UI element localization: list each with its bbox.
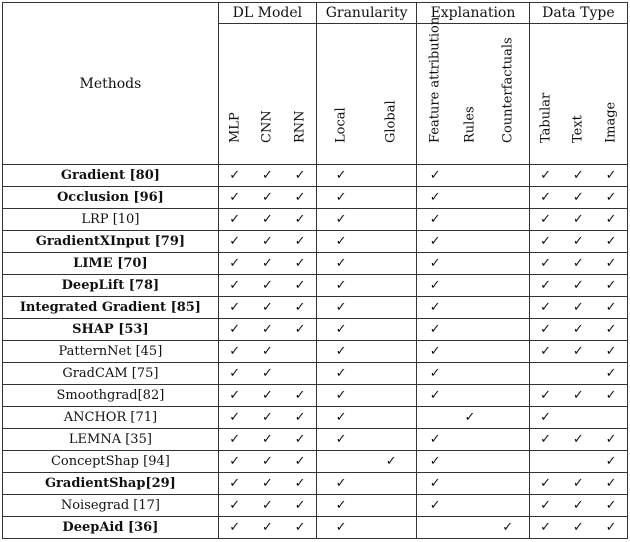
empty-cell	[486, 429, 529, 451]
check-mark-icon: ✓	[218, 385, 251, 407]
empty-cell	[366, 275, 417, 297]
check-mark-icon: ✓	[529, 429, 562, 451]
column-header-label: Local	[333, 107, 349, 143]
column-header	[316, 24, 365, 165]
empty-cell	[562, 451, 595, 473]
method-name: SHAP [53]	[3, 319, 219, 341]
check-mark-icon: ✓	[316, 165, 365, 187]
empty-cell	[454, 451, 487, 473]
check-mark-icon: ✓	[417, 341, 454, 363]
check-mark-icon: ✓	[218, 517, 251, 539]
empty-cell	[366, 253, 417, 275]
check-mark-icon: ✓	[417, 187, 454, 209]
empty-cell	[366, 429, 417, 451]
table-row	[3, 209, 628, 231]
check-mark-icon: ✓	[218, 319, 251, 341]
method-name: Smoothgrad[82]	[3, 385, 219, 407]
empty-cell	[529, 451, 562, 473]
empty-cell	[486, 385, 529, 407]
check-mark-icon: ✓	[218, 429, 251, 451]
empty-cell	[486, 341, 529, 363]
empty-cell	[366, 209, 417, 231]
table-row	[3, 473, 628, 495]
check-mark-icon: ✓	[562, 187, 595, 209]
empty-cell	[454, 209, 487, 231]
method-name: LRP [10]	[3, 209, 219, 231]
empty-cell	[562, 407, 595, 429]
check-mark-icon: ✓	[529, 495, 562, 517]
column-header	[595, 24, 628, 165]
empty-cell	[417, 517, 454, 539]
table-row	[3, 187, 628, 209]
check-mark-icon: ✓	[562, 297, 595, 319]
table-body	[3, 165, 628, 539]
check-mark-icon: ✓	[251, 187, 284, 209]
empty-cell	[366, 297, 417, 319]
table-row	[3, 275, 628, 297]
empty-cell	[366, 231, 417, 253]
column-header-label: Image	[603, 101, 619, 143]
check-mark-icon: ✓	[316, 363, 365, 385]
check-mark-icon: ✓	[284, 297, 317, 319]
empty-cell	[366, 473, 417, 495]
table-row	[3, 165, 628, 187]
table-row	[3, 407, 628, 429]
column-header	[284, 24, 317, 165]
check-mark-icon: ✓	[251, 275, 284, 297]
check-mark-icon: ✓	[417, 385, 454, 407]
check-mark-icon: ✓	[251, 363, 284, 385]
empty-cell	[316, 451, 365, 473]
empty-cell	[454, 385, 487, 407]
check-mark-icon: ✓	[218, 495, 251, 517]
check-mark-icon: ✓	[562, 165, 595, 187]
check-mark-icon: ✓	[595, 319, 628, 341]
check-mark-icon: ✓	[562, 473, 595, 495]
column-header-label: RNN	[292, 110, 308, 143]
check-mark-icon: ✓	[417, 231, 454, 253]
method-name: GradientXInput [79]	[3, 231, 219, 253]
check-mark-icon: ✓	[251, 253, 284, 275]
empty-cell	[486, 407, 529, 429]
column-header	[251, 24, 284, 165]
check-mark-icon: ✓	[316, 495, 365, 517]
check-mark-icon: ✓	[562, 341, 595, 363]
group-header: Granularity	[316, 3, 416, 24]
check-mark-icon: ✓	[251, 495, 284, 517]
check-mark-icon: ✓	[251, 429, 284, 451]
check-mark-icon: ✓	[251, 297, 284, 319]
check-mark-icon: ✓	[218, 407, 251, 429]
empty-cell	[454, 297, 487, 319]
check-mark-icon: ✓	[417, 165, 454, 187]
check-mark-icon: ✓	[251, 341, 284, 363]
empty-cell	[366, 319, 417, 341]
check-mark-icon: ✓	[417, 495, 454, 517]
check-mark-icon: ✓	[251, 473, 284, 495]
check-mark-icon: ✓	[218, 451, 251, 473]
check-mark-icon: ✓	[366, 451, 417, 473]
check-mark-icon: ✓	[595, 451, 628, 473]
column-header-label: Global	[383, 100, 399, 143]
empty-cell	[366, 517, 417, 539]
table-row	[3, 363, 628, 385]
method-name: LIME [70]	[3, 253, 219, 275]
check-mark-icon: ✓	[454, 407, 487, 429]
table-row	[3, 429, 628, 451]
empty-cell	[486, 451, 529, 473]
table-row	[3, 231, 628, 253]
check-mark-icon: ✓	[316, 253, 365, 275]
empty-cell	[454, 363, 487, 385]
column-header	[529, 24, 562, 165]
check-mark-icon: ✓	[417, 275, 454, 297]
check-mark-icon: ✓	[562, 275, 595, 297]
methods-header: Methods	[3, 3, 219, 165]
check-mark-icon: ✓	[218, 297, 251, 319]
check-mark-icon: ✓	[595, 517, 628, 539]
column-header-label: CNN	[259, 110, 275, 143]
table-row	[3, 297, 628, 319]
column-header	[562, 24, 595, 165]
check-mark-icon: ✓	[529, 253, 562, 275]
check-mark-icon: ✓	[562, 385, 595, 407]
check-mark-icon: ✓	[251, 451, 284, 473]
column-header	[417, 16, 454, 165]
empty-cell	[454, 275, 487, 297]
empty-cell	[486, 319, 529, 341]
empty-cell	[486, 473, 529, 495]
column-header-label: Counterfactuals	[500, 37, 516, 143]
empty-cell	[284, 363, 317, 385]
methods-table	[2, 2, 628, 539]
empty-cell	[595, 407, 628, 429]
check-mark-icon: ✓	[529, 209, 562, 231]
method-name: PatternNet [45]	[3, 341, 219, 363]
empty-cell	[454, 495, 487, 517]
check-mark-icon: ✓	[595, 165, 628, 187]
check-mark-icon: ✓	[316, 187, 365, 209]
method-name: Integrated Gradient [85]	[3, 297, 219, 319]
check-mark-icon: ✓	[417, 429, 454, 451]
check-mark-icon: ✓	[316, 385, 365, 407]
column-header-label: MLP	[227, 112, 243, 143]
table-row	[3, 495, 628, 517]
check-mark-icon: ✓	[251, 319, 284, 341]
check-mark-icon: ✓	[284, 165, 317, 187]
empty-cell	[284, 341, 317, 363]
check-mark-icon: ✓	[218, 187, 251, 209]
check-mark-icon: ✓	[251, 517, 284, 539]
method-name: GradientShap[29]	[3, 473, 219, 495]
check-mark-icon: ✓	[595, 341, 628, 363]
check-mark-icon: ✓	[218, 275, 251, 297]
check-mark-icon: ✓	[562, 319, 595, 341]
empty-cell	[486, 165, 529, 187]
check-mark-icon: ✓	[251, 231, 284, 253]
check-mark-icon: ✓	[284, 209, 317, 231]
method-name: ConceptShap [94]	[3, 451, 219, 473]
check-mark-icon: ✓	[529, 187, 562, 209]
table-row	[3, 319, 628, 341]
check-mark-icon: ✓	[595, 429, 628, 451]
check-mark-icon: ✓	[316, 231, 365, 253]
check-mark-icon: ✓	[417, 363, 454, 385]
check-mark-icon: ✓	[316, 209, 365, 231]
group-header-row	[3, 3, 628, 24]
method-name: Occlusion [96]	[3, 187, 219, 209]
empty-cell	[366, 495, 417, 517]
check-mark-icon: ✓	[218, 341, 251, 363]
check-mark-icon: ✓	[529, 385, 562, 407]
empty-cell	[486, 495, 529, 517]
check-mark-icon: ✓	[562, 231, 595, 253]
check-mark-icon: ✓	[529, 341, 562, 363]
check-mark-icon: ✓	[218, 253, 251, 275]
group-header: Explanation	[417, 3, 529, 24]
check-mark-icon: ✓	[595, 363, 628, 385]
empty-cell	[454, 429, 487, 451]
check-mark-icon: ✓	[562, 209, 595, 231]
empty-cell	[454, 253, 487, 275]
check-mark-icon: ✓	[284, 473, 317, 495]
check-mark-icon: ✓	[595, 495, 628, 517]
check-mark-icon: ✓	[284, 517, 317, 539]
empty-cell	[366, 165, 417, 187]
group-header: Data Type	[529, 3, 627, 24]
check-mark-icon: ✓	[284, 253, 317, 275]
empty-cell	[417, 407, 454, 429]
check-mark-icon: ✓	[562, 253, 595, 275]
empty-cell	[486, 253, 529, 275]
check-mark-icon: ✓	[529, 275, 562, 297]
check-mark-icon: ✓	[529, 297, 562, 319]
check-mark-icon: ✓	[562, 495, 595, 517]
table-row	[3, 451, 628, 473]
check-mark-icon: ✓	[316, 407, 365, 429]
empty-cell	[366, 341, 417, 363]
check-mark-icon: ✓	[251, 407, 284, 429]
group-header: DL Model	[218, 3, 316, 24]
column-header	[486, 24, 529, 165]
empty-cell	[454, 187, 487, 209]
method-name: GradCAM [75]	[3, 363, 219, 385]
column-header-label: Rules	[462, 106, 478, 143]
empty-cell	[486, 231, 529, 253]
check-mark-icon: ✓	[417, 297, 454, 319]
check-mark-icon: ✓	[417, 209, 454, 231]
check-mark-icon: ✓	[218, 165, 251, 187]
method-name: ANCHOR [71]	[3, 407, 219, 429]
empty-cell	[454, 473, 487, 495]
empty-cell	[486, 187, 529, 209]
empty-cell	[454, 231, 487, 253]
column-header-label: Text	[570, 115, 586, 143]
empty-cell	[486, 297, 529, 319]
method-name: LEMNA [35]	[3, 429, 219, 451]
check-mark-icon: ✓	[284, 495, 317, 517]
empty-cell	[366, 407, 417, 429]
check-mark-icon: ✓	[218, 473, 251, 495]
check-mark-icon: ✓	[595, 209, 628, 231]
check-mark-icon: ✓	[316, 341, 365, 363]
column-header	[366, 24, 417, 165]
check-mark-icon: ✓	[218, 231, 251, 253]
check-mark-icon: ✓	[595, 385, 628, 407]
check-mark-icon: ✓	[417, 253, 454, 275]
column-header-label: Feature attribution	[427, 16, 443, 143]
method-name: Noisegrad [17]	[3, 495, 219, 517]
check-mark-icon: ✓	[529, 231, 562, 253]
check-mark-icon: ✓	[284, 231, 317, 253]
check-mark-icon: ✓	[316, 473, 365, 495]
check-mark-icon: ✓	[595, 275, 628, 297]
empty-cell	[366, 363, 417, 385]
check-mark-icon: ✓	[595, 297, 628, 319]
check-mark-icon: ✓	[284, 451, 317, 473]
column-header	[454, 24, 487, 165]
column-header	[218, 24, 251, 165]
empty-cell	[486, 363, 529, 385]
empty-cell	[454, 165, 487, 187]
empty-cell	[366, 385, 417, 407]
check-mark-icon: ✓	[316, 319, 365, 341]
check-mark-icon: ✓	[218, 209, 251, 231]
empty-cell	[454, 517, 487, 539]
check-mark-icon: ✓	[284, 275, 317, 297]
check-mark-icon: ✓	[284, 407, 317, 429]
method-name: DeepLift [78]	[3, 275, 219, 297]
check-mark-icon: ✓	[529, 407, 562, 429]
check-mark-icon: ✓	[595, 187, 628, 209]
check-mark-icon: ✓	[251, 385, 284, 407]
empty-cell	[486, 209, 529, 231]
check-mark-icon: ✓	[284, 319, 317, 341]
check-mark-icon: ✓	[562, 429, 595, 451]
check-mark-icon: ✓	[316, 275, 365, 297]
table-row	[3, 341, 628, 363]
empty-cell	[366, 187, 417, 209]
method-name: Gradient [80]	[3, 165, 219, 187]
check-mark-icon: ✓	[417, 319, 454, 341]
check-mark-icon: ✓	[284, 429, 317, 451]
method-name: DeepAid [36]	[3, 517, 219, 539]
check-mark-icon: ✓	[316, 517, 365, 539]
check-mark-icon: ✓	[529, 165, 562, 187]
check-mark-icon: ✓	[595, 253, 628, 275]
check-mark-icon: ✓	[529, 517, 562, 539]
empty-cell	[486, 275, 529, 297]
empty-cell	[454, 319, 487, 341]
table-row	[3, 253, 628, 275]
check-mark-icon: ✓	[218, 363, 251, 385]
check-mark-icon: ✓	[251, 209, 284, 231]
check-mark-icon: ✓	[486, 517, 529, 539]
check-mark-icon: ✓	[595, 473, 628, 495]
check-mark-icon: ✓	[316, 429, 365, 451]
empty-cell	[454, 341, 487, 363]
check-mark-icon: ✓	[284, 187, 317, 209]
table-row	[3, 517, 628, 539]
empty-cell	[562, 363, 595, 385]
check-mark-icon: ✓	[251, 165, 284, 187]
check-mark-icon: ✓	[417, 473, 454, 495]
check-mark-icon: ✓	[529, 473, 562, 495]
check-mark-icon: ✓	[284, 385, 317, 407]
table-row	[3, 385, 628, 407]
check-mark-icon: ✓	[316, 297, 365, 319]
check-mark-icon: ✓	[562, 517, 595, 539]
check-mark-icon: ✓	[529, 319, 562, 341]
check-mark-icon: ✓	[417, 451, 454, 473]
empty-cell	[529, 363, 562, 385]
check-mark-icon: ✓	[595, 231, 628, 253]
column-header-label: Tabular	[538, 92, 554, 143]
